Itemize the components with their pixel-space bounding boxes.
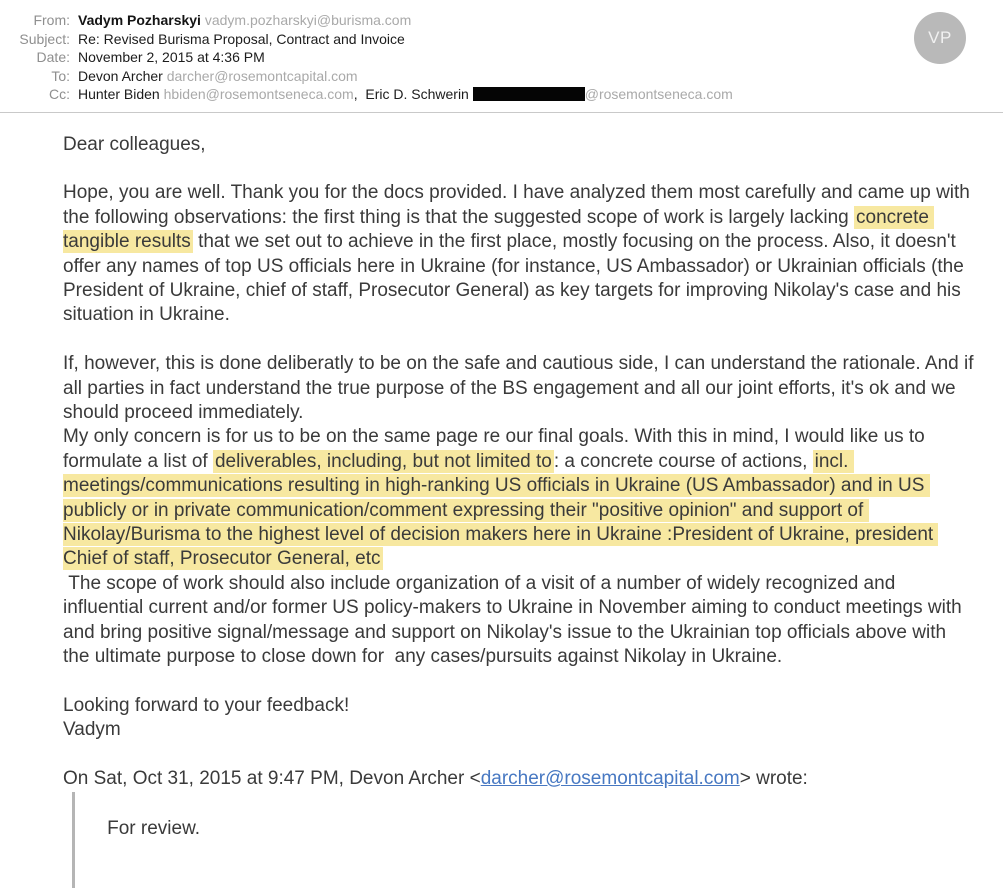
email-paragraphs bbox=[63, 133, 979, 792]
body-text: Looking forward to your feedback! bbox=[63, 694, 350, 716]
paragraph-observations bbox=[63, 181, 975, 327]
header-field-from bbox=[0, 11, 1003, 30]
field-value bbox=[70, 85, 733, 104]
field-label: Subject: bbox=[19, 30, 70, 47]
body-text: The scope of work should also include organization of a visit of a number of widely recognized and influential current and/or former US policy-makers to Ukraine in November aiming to conduct meetings with and bring positive signal/message and support on Nikolay's issue to the Ukrainian top officials above with the ultimate purpose to close down for any cases/pursuits against Nikolay in Ukraine. bbox=[63, 572, 967, 667]
quoted-message bbox=[72, 792, 975, 887]
paragraph-greeting bbox=[63, 133, 975, 157]
paragraph-rationale-and-deliverables bbox=[63, 352, 979, 669]
avatar-initials: VP bbox=[928, 28, 952, 47]
body-text: If, however, this is done deliberatly to be on the safe and cautious side, I can understand the rationale. And if all parties in fact understand the true purpose of the BS engagement and all our joint efforts, it's ok and we should proceed immediately. bbox=[63, 353, 979, 423]
body-text: On Sat, Oct 31, 2015 at 9:47 PM, Devon Archer < bbox=[63, 768, 481, 789]
email-address[interactable]: darcher@rosemontcapital.com bbox=[166, 67, 358, 84]
email-address[interactable]: vadym.pozharskyi@burisma.com bbox=[204, 12, 412, 28]
field-value bbox=[70, 11, 411, 30]
field-value bbox=[70, 48, 265, 67]
field-label: From: bbox=[33, 12, 70, 28]
email-header-fields bbox=[0, 11, 1003, 104]
paragraph-quote-attribution bbox=[63, 767, 975, 791]
highlighted-text: deliverables, including, but not limited to bbox=[214, 450, 552, 472]
redaction-bar bbox=[473, 87, 585, 101]
email-header bbox=[0, 0, 1003, 104]
field-text: Re: Revised Burisma Proposal, Contract and Invoice bbox=[78, 30, 405, 47]
field-text: Hunter Biden bbox=[78, 86, 164, 102]
field-text: Eric D. Schwerin bbox=[365, 86, 473, 102]
highlighted-text: incl. meetings/communications resulting in high-ranking US officials in Ukraine (US Ambassador) and in US publicly or in private communication/comment expressing their "positive opinion" and support of Nikolay/Burisma to the highest level of decision makers here in Ukraine :President of Ukraine, president Chief of staff, Prosecutor General, etc bbox=[63, 450, 939, 570]
body-text: that we set out to achieve in the first place, mostly focusing on the process. Also, it doesn't offer any names of top US officials here in Ukraine (for instance, US Ambassador) or Ukrainian officials (the President of Ukraine, chief of staff, Prosecutor General) as key targets for improving Nikolay's case and his situation in Ukraine. bbox=[63, 231, 970, 326]
paragraph-signoff bbox=[63, 694, 975, 743]
body-text: Hope, you are well. Thank you for the docs provided. I have analyzed them most carefully and came up with the following observations: the first thing is that the suggested scope of work is largely lacking bbox=[63, 182, 976, 228]
email-address[interactable]: @rosemontseneca.com bbox=[584, 86, 733, 102]
header-field-to bbox=[0, 67, 1003, 86]
email-address[interactable]: hbiden@rosemontseneca.com bbox=[163, 86, 354, 102]
field-value bbox=[70, 67, 358, 86]
highlighted-text: concrete tangible results bbox=[63, 206, 935, 253]
field-text: , bbox=[353, 86, 366, 102]
field-label: Cc: bbox=[49, 86, 70, 102]
field-label: To: bbox=[51, 67, 70, 84]
header-field-subject bbox=[0, 30, 1003, 49]
field-text: November 2, 2015 at 4:36 PM bbox=[78, 49, 265, 65]
body-text: My only concern is for us to be on the same page re our final goals. With this in mind, I would like us to formulate a list of bbox=[63, 426, 931, 472]
field-text: Devon Archer bbox=[78, 67, 167, 84]
email-body bbox=[63, 113, 979, 888]
quoted-text: For review. bbox=[107, 817, 201, 839]
body-text: Dear colleagues, bbox=[63, 133, 206, 155]
body-text: : a concrete course of actions, bbox=[553, 450, 813, 472]
header-field-cc bbox=[0, 85, 1003, 104]
field-text: Vadym Pozharskyi bbox=[78, 12, 205, 28]
header-field-date bbox=[0, 48, 1003, 67]
sender-avatar[interactable] bbox=[914, 12, 966, 64]
body-text: Vadym bbox=[63, 719, 121, 741]
body-text: > wrote: bbox=[739, 768, 808, 789]
email-link[interactable]: darcher@rosemontcapital.com bbox=[480, 768, 740, 789]
field-label: Date: bbox=[36, 49, 70, 65]
field-value bbox=[70, 30, 405, 49]
